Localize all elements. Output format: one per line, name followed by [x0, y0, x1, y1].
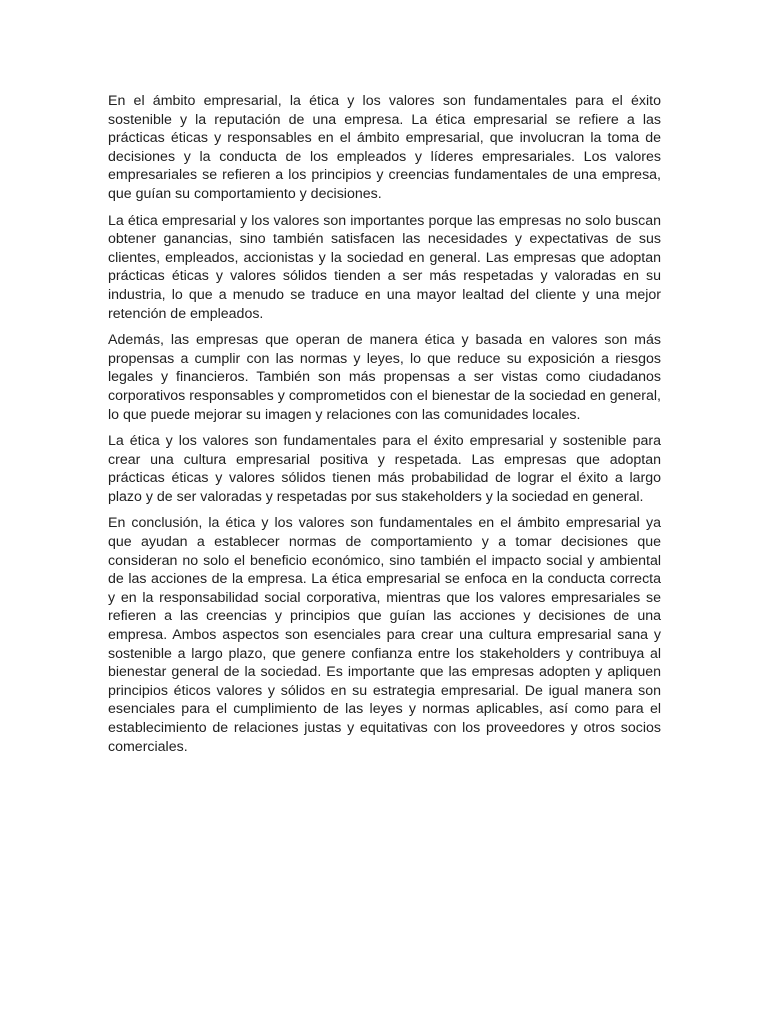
document-body — [108, 92, 661, 764]
paragraph-4: La ética y los valores son fundamentales para el éxito empresarial y sostenible para crear una cultura empresarial positiva y respetada. Las empresas que adoptan prácticas éticas y valores sólidos tienen más probabilidad de lograr el éxito a largo plazo y de ser valoradas y respetadas por sus stakeholders y la sociedad en general. — [108, 433, 661, 505]
paragraph-5: En conclusión, la ética y los valores son fundamentales en el ámbito empresarial ya que ayudan a establecer normas de comportamiento y a tomar decisiones que consideran no solo el beneficio económico, sino también el impacto social y ambiental de las acciones de la empresa. La ética empresarial se enfoca en la conducta correcta y en la responsabilidad social corporativa, mientras que los valores empresariales se refieren a las creencias y principios que guían las acciones y decisiones de una empresa. Ambos aspectos son esenciales para crear una cultura empresarial sana y sostenible a largo plazo, que genere confianza entre los stakeholders y contribuya al bienestar general de la sociedad. Es importante que las empresas adopten y apliquen principios éticos valores y sólidos en su estrategia empresarial. De igual manera son esenciales para el cumplimiento de las leyes y normas aplicables, así como para el establecimiento de relaciones justas y equitativas con los proveedores y otros socios comerciales. — [108, 515, 661, 755]
paragraph-3: Además, las empresas que operan de manera ética y basada en valores son más propensas a cumplir con las normas y leyes, lo que reduce su exposición a riesgos legales y financieros. También son más propensas a ser vistas como ciudadanos corporativos responsables y comprometidos con el bienestar de la sociedad en general, lo que puede mejorar su imagen y relaciones con las comunidades locales. — [108, 332, 661, 423]
paragraph-1: En el ámbito empresarial, la ética y los valores son fundamentales para el éxito sostenible y la reputación de una empresa. La ética empresarial se refiere a las prácticas éticas y responsables en el ámbito empresarial, que involucran la toma de decisiones y la conducta de los empleados y líderes empresariales. Los valores empresariales se refieren a los principios y creencias fundamentales de una empresa, que guían su comportamiento y decisiones. — [108, 93, 661, 202]
paragraph-2: La ética empresarial y los valores son importantes porque las empresas no solo buscan obtener ganancias, sino también satisfacen las necesidades y expectativas de sus clientes, empleados, accionistas y la sociedad en general. Las empresas que adoptan prácticas éticas y valores sólidos tienden a ser más respetadas y valoradas en su industria, lo que a menudo se traduce en una mayor lealtad del cliente y una mejor retención de empleados. — [108, 212, 661, 322]
